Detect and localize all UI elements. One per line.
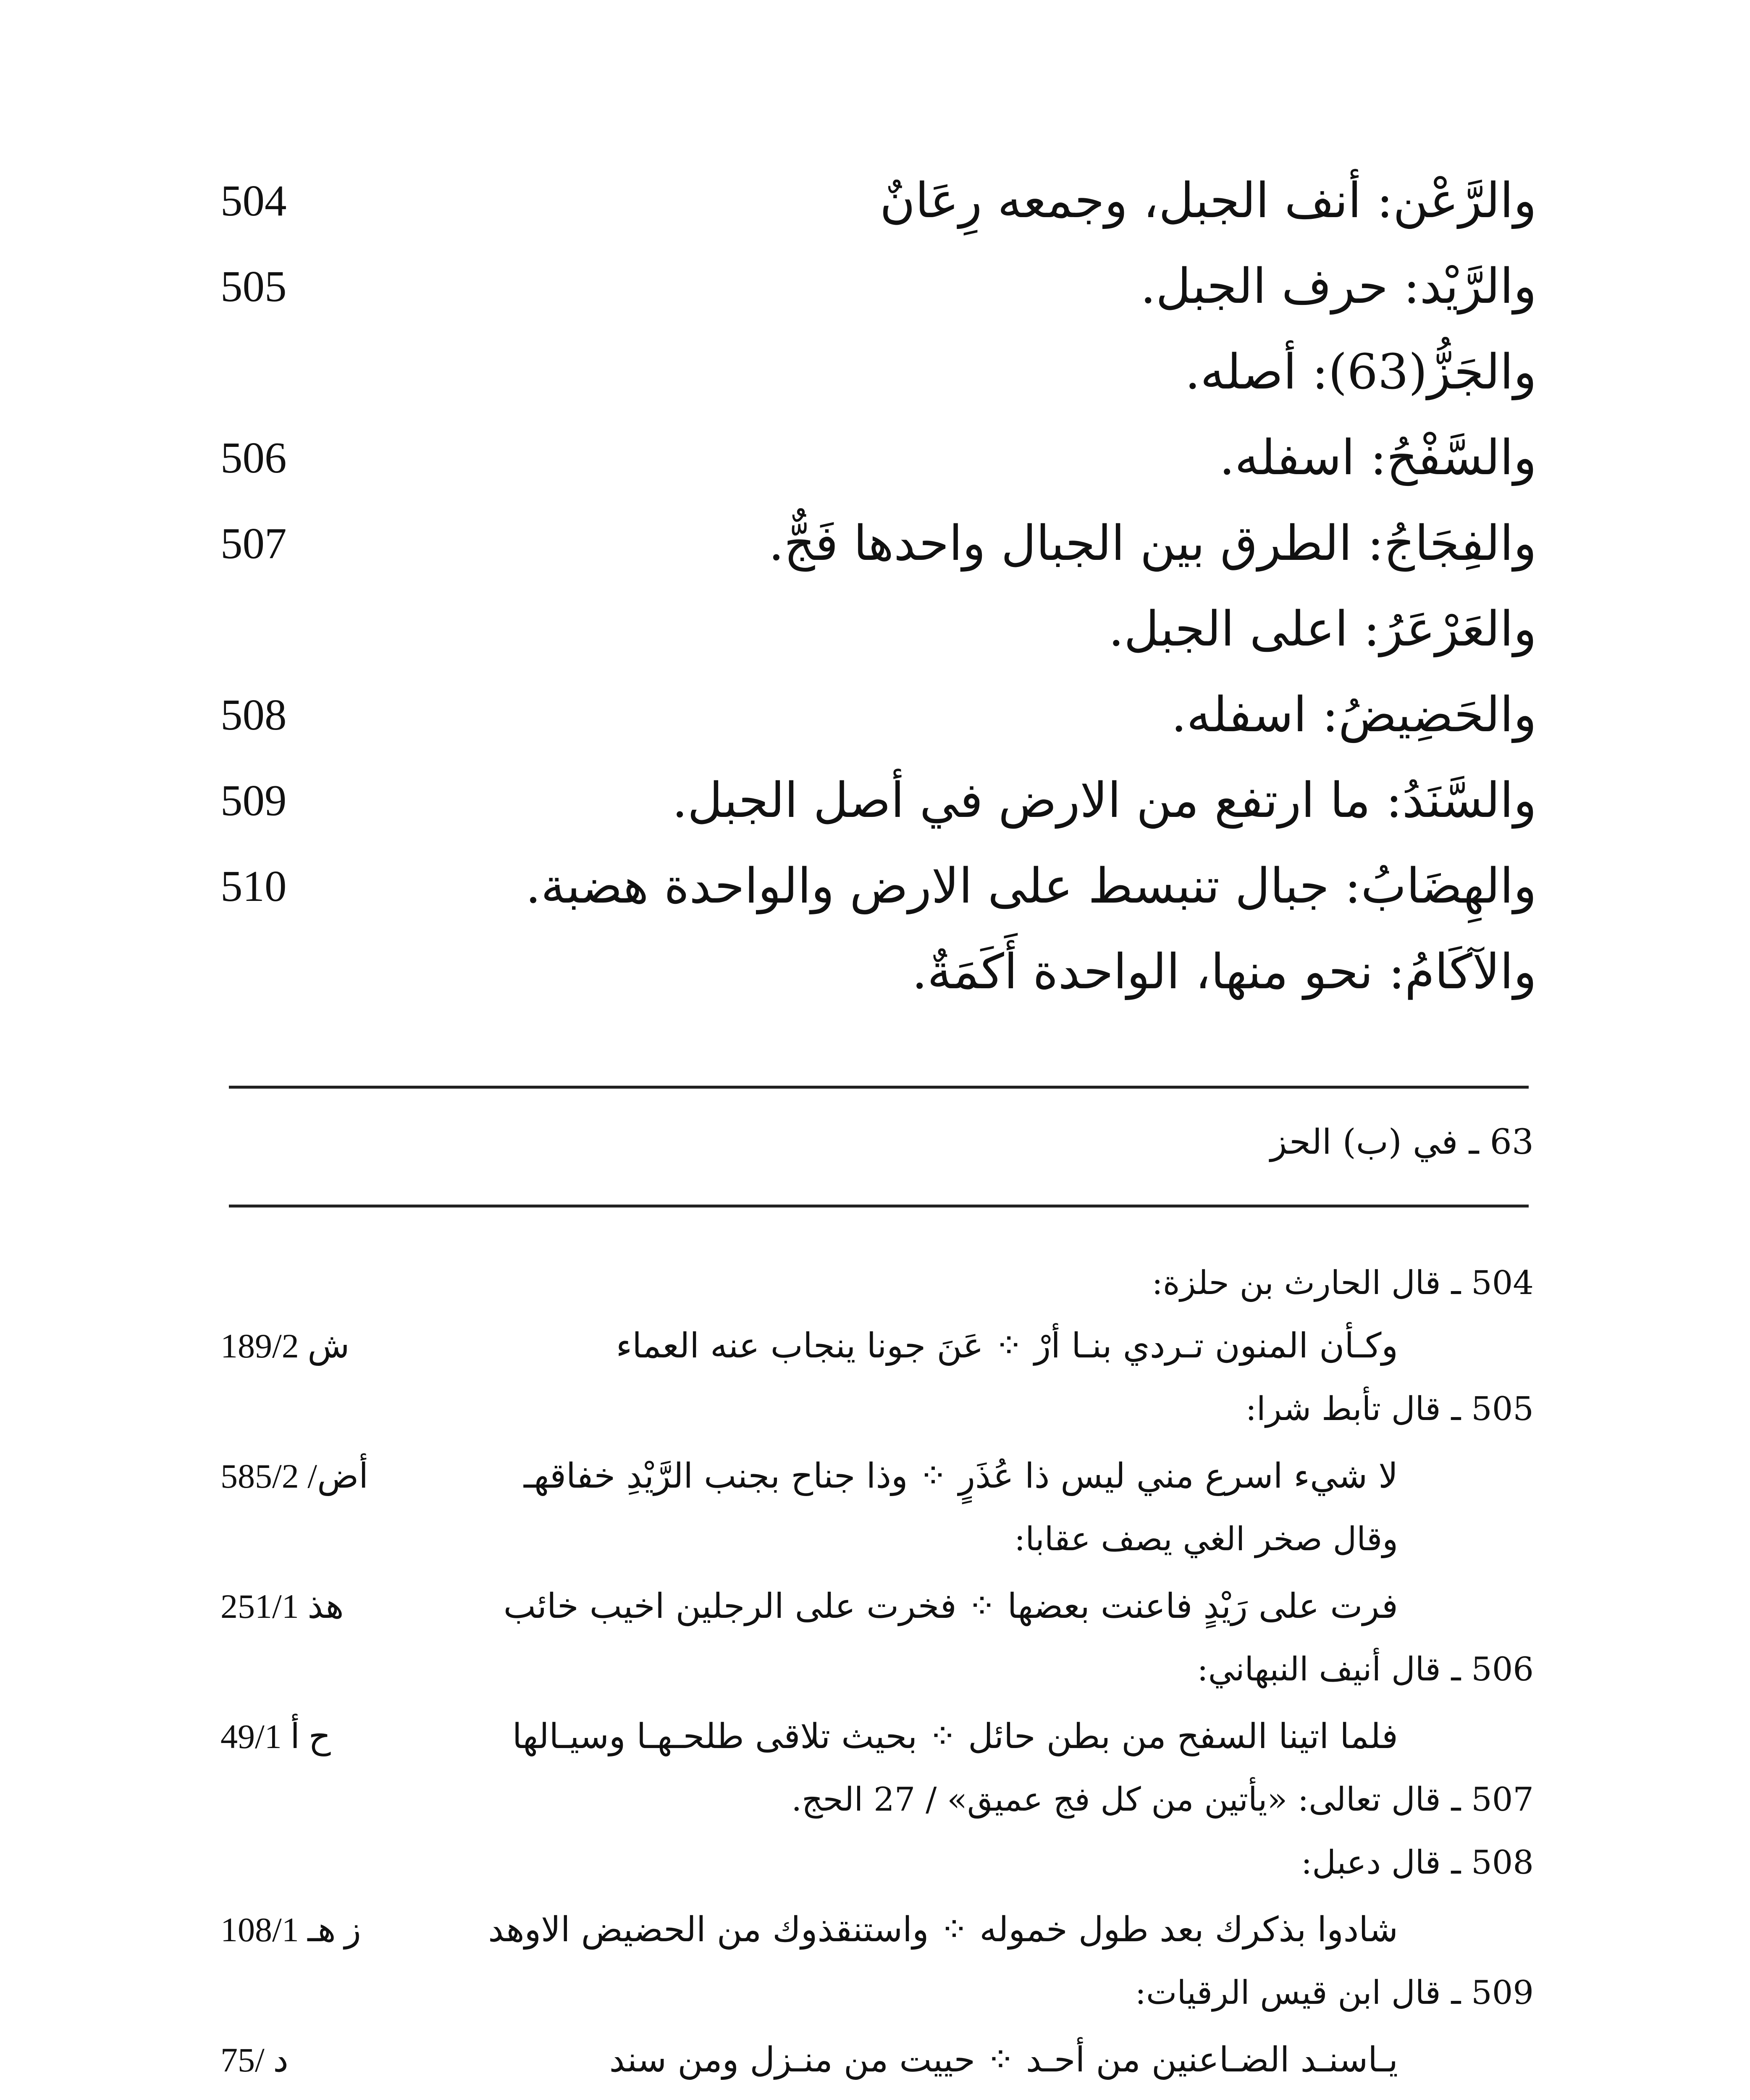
entry-number: 509 [220,776,287,825]
entry-text: والآكَامُ: نحو منها، الواحدة أَكَمَةٌ. [912,944,1537,1000]
entry-509 [0,759,1750,843]
verse-reference: 108/1 ز هـ [220,1911,361,1949]
verse-reference: 189/2 ش [220,1327,350,1365]
verse-reference: 585/2 /أض [220,1457,368,1495]
entry-number: 505 [220,262,287,311]
commentary-line [0,1252,1750,1315]
separator-rule [229,1205,1529,1208]
entry-505 [0,244,1750,328]
verse-reference: 75/ د [220,2041,289,2079]
entry-number: 504 [220,176,287,225]
commentary-line [0,1961,1750,2024]
commentary-heading: 505 ـ قال تأبط شرا: [1245,1390,1534,1428]
entry-number: 508 [220,690,287,739]
commentary-line [0,1768,1750,1831]
verse-reference: 251/1 هذ [220,1587,344,1625]
commentary-line [0,1378,1750,1441]
commentary-heading: 508 ـ قال دعبل: [1301,1844,1534,1882]
entry-jazz [0,330,1750,414]
verse-text: يـاسنـد الضـاعنين من أحـد ⁘ حييت من منـزل ومن سند [609,2040,1398,2080]
entry-506 [0,416,1750,500]
commentary-heading: 504 ـ قال الحارث بن حلزة: [1152,1264,1534,1302]
separator-rule [229,1086,1529,1089]
entry-akam [0,930,1750,1014]
commentary-line [0,2092,1750,2100]
commentary-line [0,1575,1750,1638]
entry-508 [0,673,1750,757]
commentary-line [0,1831,1750,1894]
commentary-line [0,1445,1750,1508]
entry-text: والعَرْعَرُ: اعلى الجبل. [1108,601,1537,657]
verse-text: فرت على رَيْدٍ فاعنت بعضها ⁘ فخرت على الرجلين اخيب خائب [503,1586,1398,1626]
commentary-line [0,1638,1750,1701]
entry-arar [0,587,1750,671]
commentary-heading [1176,2092,1534,2100]
commentary-line [0,1898,1750,1961]
entry-text: والهِضَابُ: جبال تنبسط على الارض والواحدة هضبة. [525,858,1537,914]
entry-text: والجَزُّ(63): أصله. [1185,344,1537,400]
verse-text: شادوا بذكرك بعد طول خموله ⁘ واستنقذوك من الحضيض الاوهد [488,1910,1398,1950]
commentary-heading: 509 ـ قال ابن قيس الرقيات: [1135,1974,1534,2012]
commentary-line [0,1315,1750,1378]
entry-text: والفِجَاجُ: الطرق بين الجبال واحدها فَجٌّ. [769,515,1537,572]
entry-text: والسَّنَدُ: ما ارتفع من الارض في أصل الجبل. [672,772,1537,829]
commentary-heading: وقال صخر الغي يصف عقابا: [1014,1520,1398,1558]
entry-text: والحَضِيضُ: اسفله. [1171,687,1537,743]
commentary-line [0,1508,1750,1571]
commentary-heading: 506 ـ قال أنيف النبهاني: [1197,1651,1534,1688]
entry-507 [0,501,1750,585]
entry-510 [0,844,1750,928]
footnote: 63 ـ في (ب) الحز [1270,1122,1534,1162]
entry-text: والرَّيْد: حرف الجبل. [1140,258,1537,315]
commentary-line [0,2029,1750,2092]
entry-number: 506 [220,433,287,482]
verse-text: وكـأن المنون تـردي بنـا أرْ ⁘ عَنَ جونا ينجاب عنه العماء [616,1326,1398,1366]
entry-504 [0,159,1750,243]
verse-reference: 49/1 ح أ [220,1717,331,1756]
entry-number: 507 [220,519,287,568]
verse-text: فلما اتينا السفح من بطن حائل ⁘ بحيث تلاقى طلحـهـا وسيـالها [512,1717,1398,1756]
entry-text: والرَّعْن: أنف الجبل، وجمعه رِعَانٌ [879,173,1537,229]
commentary-heading: 507 ـ قال تعالى: «يأتين من كل فج عميق» / 27 الحج. [791,1781,1534,1819]
verse-text: لا شيء اسرع مني ليس ذا عُذَرٍ ⁘ وذا جناح بجنب الرَّيْدِ خفاقهـ [524,1456,1398,1496]
entry-number: 510 [220,861,287,911]
entry-text: والسَّفْحُ: اسفله. [1219,430,1537,486]
commentary-line [0,1705,1750,1768]
